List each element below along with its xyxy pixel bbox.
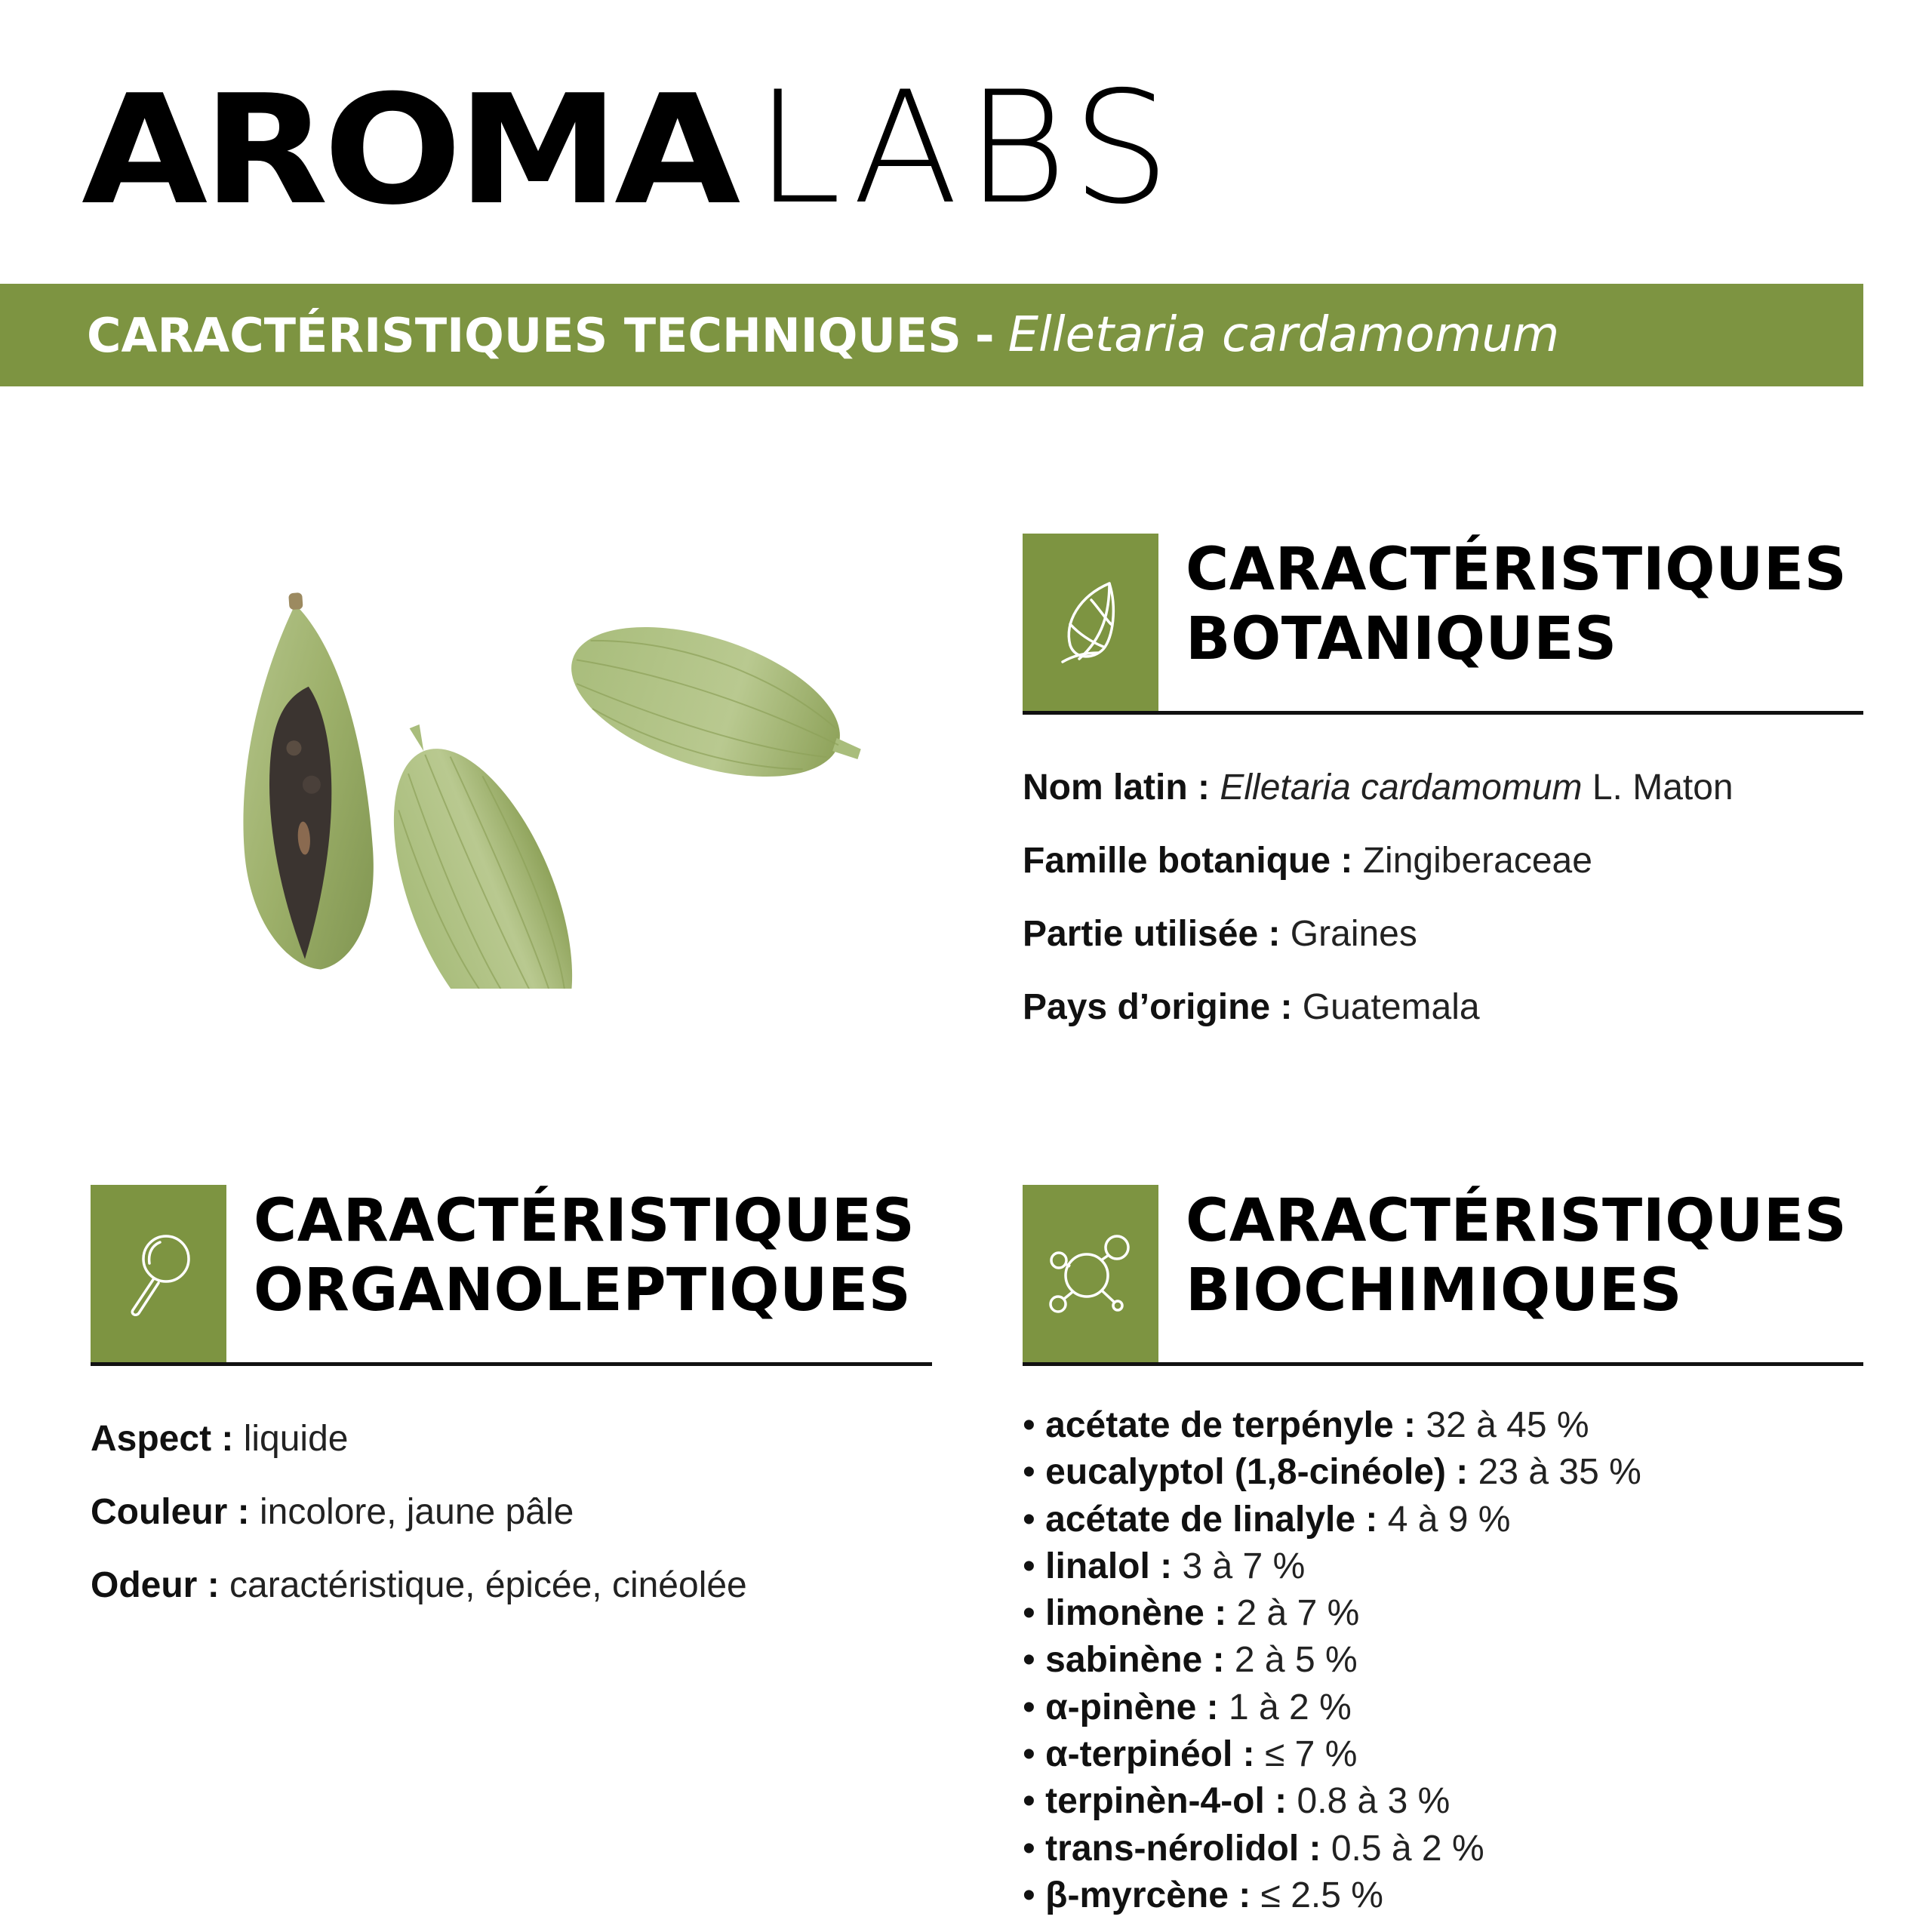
- prop-latin-name: [1023, 751, 1863, 824]
- prop-value: Zingiberaceae: [1352, 841, 1592, 881]
- leaf-icon: [1023, 534, 1158, 711]
- list-item: [1023, 1637, 1863, 1684]
- compound-name: α-terpinéol :: [1045, 1734, 1255, 1775]
- section-title: [1186, 1186, 1847, 1362]
- prop-label: Couleur :: [91, 1492, 250, 1532]
- list-item: [1023, 1826, 1863, 1872]
- prop-label: Partie utilisée :: [1023, 914, 1281, 954]
- section-header: [1023, 1185, 1863, 1366]
- bullet: •: [1023, 1452, 1035, 1493]
- prop-value: incolore, jaune pâle: [249, 1492, 574, 1532]
- compound-value: 0.5 à 2 %: [1321, 1828, 1484, 1869]
- prop-value: liquide: [233, 1419, 349, 1459]
- compound-value: 1 à 2 %: [1218, 1687, 1352, 1727]
- bullet: •: [1023, 1828, 1035, 1869]
- prop-label: Aspect :: [91, 1419, 234, 1459]
- section-title-line1: CARACTÉRISTIQUES: [254, 1187, 915, 1255]
- compound-value: 3 à 7 %: [1172, 1546, 1306, 1586]
- compound-name: β-myrcène :: [1045, 1875, 1251, 1915]
- molecule-icon: [1023, 1185, 1158, 1362]
- section-title-line2: BOTANIQUES: [1186, 605, 1617, 673]
- section-title-line1: CARACTÉRISTIQUES: [1186, 1187, 1847, 1255]
- biochemical-list: [1023, 1402, 1863, 1919]
- section-title-line2: ORGANOLEPTIQUES: [254, 1257, 912, 1324]
- bullet: •: [1023, 1781, 1035, 1822]
- bullet: •: [1023, 1875, 1035, 1915]
- pod-open: [226, 589, 380, 974]
- list-item: [1023, 1684, 1863, 1731]
- prop-label: Famille botanique :: [1023, 841, 1353, 881]
- section-botanical: [1023, 534, 1863, 1044]
- cardamom-photo: [211, 581, 891, 989]
- prop-label: Pays d’origine :: [1023, 987, 1293, 1027]
- list-item: [1023, 1590, 1863, 1637]
- list-item: [1023, 1497, 1863, 1543]
- magnifier-icon: [91, 1185, 226, 1362]
- banner-separator: -: [974, 307, 995, 363]
- title-banner: [0, 284, 1863, 386]
- list-item: [1023, 1731, 1863, 1778]
- compound-value: 23 à 35 %: [1468, 1452, 1641, 1493]
- list-item: [1023, 1449, 1863, 1496]
- prop-aspect: [91, 1402, 932, 1475]
- brand-logo-bold: AROMA: [82, 63, 736, 238]
- compound-value: 2 à 7 %: [1226, 1593, 1360, 1634]
- compound-name: α-pinène :: [1045, 1687, 1219, 1727]
- brand-logo: [82, 59, 1178, 238]
- prop-family: [1023, 824, 1863, 897]
- compound-name: eucalyptol (1,8-cinéole) :: [1045, 1452, 1469, 1493]
- compound-name: linalol :: [1045, 1546, 1173, 1586]
- section-organoleptic: [91, 1185, 932, 1622]
- compound-name: terpinèn-4-ol :: [1045, 1781, 1287, 1822]
- section-header: [1023, 534, 1863, 715]
- bullet: •: [1023, 1405, 1035, 1445]
- prop-value: L. Maton: [1582, 768, 1734, 808]
- list-item: [1023, 1543, 1863, 1590]
- organoleptic-props: [91, 1402, 932, 1622]
- section-biochemical: [1023, 1185, 1863, 1931]
- section-title: [254, 1186, 915, 1362]
- prop-part-used: [1023, 897, 1863, 971]
- compound-value: 4 à 9 %: [1377, 1499, 1511, 1540]
- list-item: [1023, 1872, 1863, 1919]
- prop-label: Nom latin :: [1023, 768, 1210, 808]
- section-header: [91, 1185, 932, 1366]
- prop-value: Guatemala: [1292, 987, 1480, 1027]
- bullet: •: [1023, 1593, 1035, 1634]
- section-title-line2: BIOCHIMIQUES: [1186, 1257, 1683, 1324]
- banner-title: CARACTÉRISTIQUES TECHNIQUES: [87, 307, 961, 363]
- list-item: [1023, 1402, 1863, 1449]
- list-item: [1023, 1778, 1863, 1825]
- compound-name: acétate de terpényle :: [1045, 1405, 1417, 1445]
- prop-color: [91, 1475, 932, 1549]
- compound-name: trans-nérolidol :: [1045, 1828, 1321, 1869]
- brand-logo-light: LABS: [755, 59, 1178, 238]
- bullet: •: [1023, 1640, 1035, 1681]
- pod-closed: [347, 700, 609, 989]
- prop-label: Odeur :: [91, 1565, 220, 1605]
- prop-value: caractéristique, épicée, cinéolée: [219, 1565, 747, 1605]
- banner-latin-name: Elletaria cardamomum: [1008, 307, 1560, 363]
- section-title: [1186, 535, 1847, 711]
- prop-value: Graines: [1280, 914, 1417, 954]
- bullet: •: [1023, 1687, 1035, 1727]
- bullet: •: [1023, 1499, 1035, 1540]
- compound-value: ≤ 7 %: [1254, 1734, 1358, 1775]
- compound-name: sabinène :: [1045, 1640, 1225, 1681]
- pod-horizontal: [553, 598, 880, 813]
- bullet: •: [1023, 1546, 1035, 1586]
- compound-value: 2 à 5 %: [1224, 1640, 1358, 1681]
- botanical-props: [1023, 751, 1863, 1044]
- section-title-line1: CARACTÉRISTIQUES: [1186, 536, 1847, 604]
- bullet: •: [1023, 1734, 1035, 1775]
- compound-value: ≤ 2.5 %: [1251, 1875, 1383, 1915]
- compound-value: 0.8 à 3 %: [1287, 1781, 1451, 1822]
- prop-odor: [91, 1549, 932, 1622]
- compound-name: limonène :: [1045, 1593, 1227, 1634]
- compound-name: acétate de linalyle :: [1045, 1499, 1378, 1540]
- compound-value: 32 à 45 %: [1416, 1405, 1589, 1445]
- prop-origin: [1023, 971, 1863, 1044]
- prop-value-italic: Elletaria cardamomum: [1220, 768, 1583, 808]
